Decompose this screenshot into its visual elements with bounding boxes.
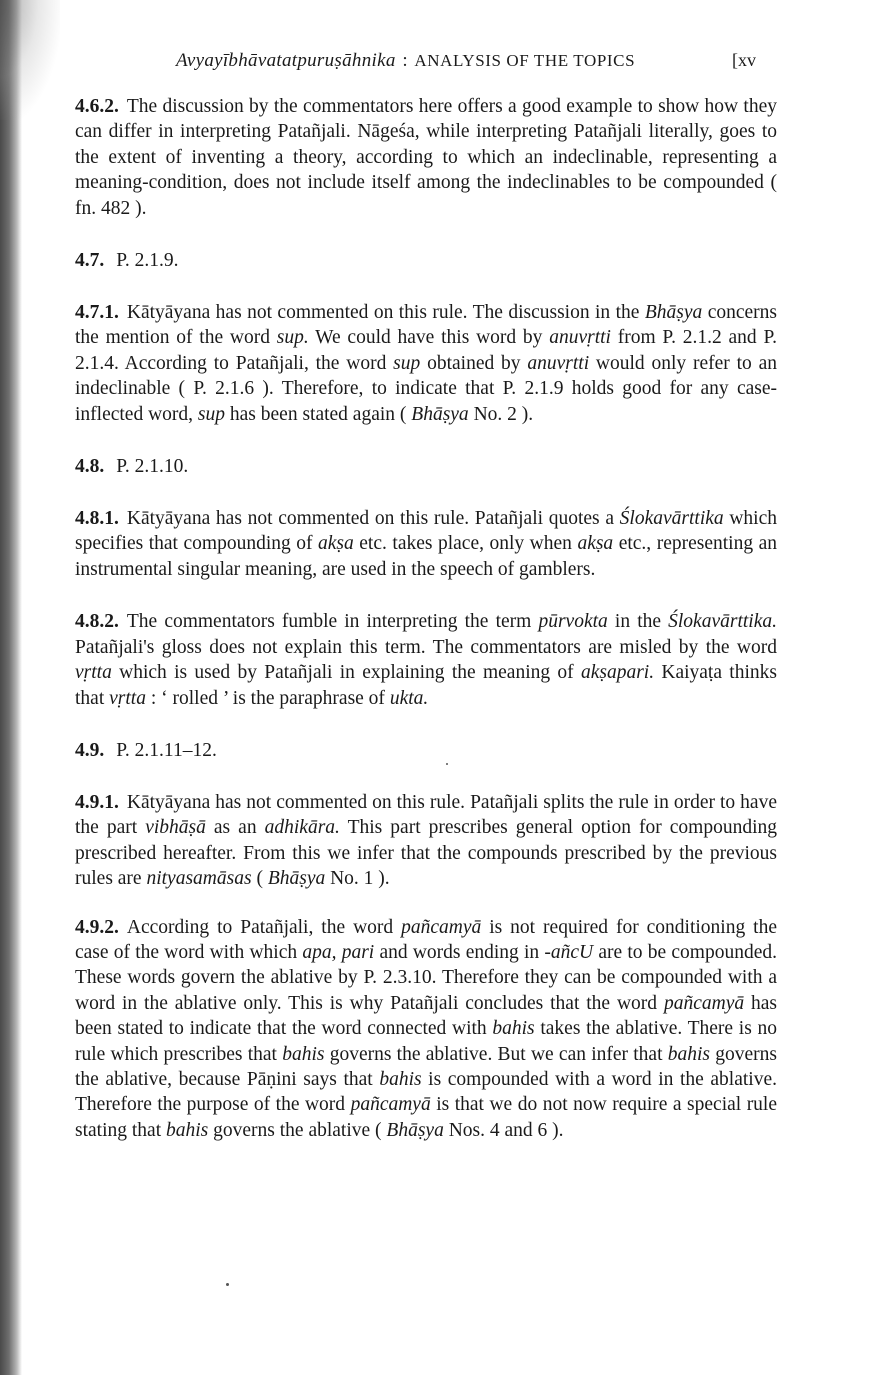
- text-run: which specifies that compounding of: [75, 508, 777, 555]
- italic-term: sup: [393, 352, 421, 374]
- italic-term: Ślokavārttika.: [668, 611, 777, 633]
- page-body: [75, 94, 777, 1143]
- italic-term: ukta.: [389, 687, 429, 709]
- section-number: 4.8.1.: [75, 508, 119, 530]
- text-run: takes the ablative. There is no rule which prescribes that: [75, 1018, 777, 1065]
- paragraph-text: [75, 508, 777, 580]
- section-number: 4.9.2.: [75, 916, 119, 938]
- running-header: [176, 50, 776, 76]
- text-run: The discussion by the commentators here offers a good example to show how they can differ in interpreting Patañjali. Nāgeśa, while interpreting Patañjali literally, goes to the extent of inventing a theory, according to which an indeclinable, representing a meaning-condition, does not include itself among the indeclinables to be compounded ( fn. 482 ).: [75, 96, 777, 219]
- text-run: is that we do not now require a special rule stating that: [75, 1094, 778, 1141]
- text-run: has been stated to indicate that the word connected with: [75, 992, 777, 1040]
- text-run: obtained by: [420, 352, 528, 374]
- running-title: Avyayībhāvatatpuruṣāhnika: [176, 50, 396, 71]
- section-heading-4-8: [75, 454, 777, 479]
- italic-term: Bhāṣya: [386, 1119, 444, 1141]
- running-section-title: ANALYSIS OF THE TOPICS: [414, 51, 636, 70]
- text-run: as an: [205, 817, 265, 839]
- text-run: concerns the mention of the word: [75, 302, 777, 349]
- text-run: Kātyāyana has not commented on this rule. Patañjali splits the rule in order to have the part: [75, 791, 777, 839]
- italic-term: vṛtta: [75, 662, 112, 684]
- text-run: Patañjali's gloss does not explain this term. The commentators are misled by the word: [75, 636, 777, 658]
- paragraph-4-8-2: [75, 609, 777, 711]
- italic-term: -añcU: [544, 941, 594, 963]
- italic-term: nityasamāsas: [146, 868, 252, 890]
- text-run: This part prescribes general option for compounding prescribed hereafter. From this we infer that the compounds prescribed by the previous rules are: [75, 817, 778, 890]
- rule-reference: P. 2.1.10.: [116, 456, 189, 478]
- italic-term: sup.: [276, 327, 309, 349]
- paragraph-text: [75, 96, 777, 219]
- text-run: and words ending in: [374, 941, 545, 963]
- paragraph-text: [75, 611, 777, 708]
- italic-term: anuvṛtti: [549, 327, 611, 349]
- text-run: Nos. 4 and 6 ).: [443, 1119, 564, 1141]
- italic-term: Bhāṣya: [267, 868, 326, 890]
- italic-term: bahis: [379, 1068, 422, 1090]
- text-run: According to Patañjali, the word: [126, 916, 402, 938]
- text-run: No. 2 ).: [468, 403, 534, 425]
- text-run: (: [251, 868, 268, 890]
- italic-term: pūrvokta: [538, 611, 608, 633]
- section-number: 4.8.: [75, 456, 105, 478]
- text-run: The commentators fumble in interpreting the term: [126, 611, 539, 633]
- italic-term: Bhāṣya: [411, 403, 469, 425]
- italic-term: pañcamyā: [663, 992, 745, 1014]
- paragraph-4-9-1: [75, 790, 777, 892]
- text-run: We could have this word by: [308, 327, 550, 349]
- italic-term: Bhāṣya: [644, 302, 703, 324]
- section-number: 4.7.1.: [75, 302, 119, 324]
- section-number: 4.6.2.: [75, 96, 119, 117]
- text-run: governs the ablative (: [208, 1119, 387, 1141]
- text-run: would only refer to an indeclinable ( P. 2.1.6 ). Therefore, to indicate that P. 2.1.9 holds good for any case-inflected word,: [75, 352, 777, 425]
- text-run: Kātyāyana has not commented on this rule. Patañjali quotes a: [126, 508, 620, 530]
- scan-binding-edge: [0, 0, 22, 1375]
- text-run: from P. 2.1.2 and P. 2.1.4. According to Patañjali, the word: [75, 327, 778, 374]
- italic-term: sup: [197, 403, 226, 425]
- text-run: Kaiyaṭa thinks that: [75, 662, 777, 709]
- text-run: are to be compounded. These words govern the ablative by P. 2.3.10. Therefore they can be compounded with a word in the ablative only. This is why Patañjali concludes that the word: [75, 941, 777, 1014]
- italic-term: Ślokavārttika: [619, 508, 724, 530]
- italic-term: akṣa: [577, 533, 614, 555]
- text-run: Kātyāyana has not commented on this rule. The discussion in the: [126, 302, 645, 324]
- section-number: 4.9.1.: [75, 791, 119, 813]
- text-run: is compounded with a word in the ablative. Therefore the purpose of the word: [75, 1068, 777, 1116]
- text-run: : ‘ rolled ’ is the paraphrase of: [145, 687, 390, 709]
- section-number: 4.8.2.: [75, 611, 119, 633]
- italic-term: bahis: [166, 1119, 209, 1141]
- italic-term: adhikāra.: [264, 817, 340, 839]
- text-run: is not required for conditioning the case of the word with which: [75, 916, 777, 963]
- rule-reference: P. 2.1.9.: [116, 250, 179, 272]
- scan-speck: [446, 763, 448, 765]
- rule-reference: P. 2.1.11–12.: [116, 739, 217, 761]
- scan-corner-shadow: [0, 0, 60, 120]
- text-run: governs the ablative. But we can infer that: [324, 1043, 668, 1065]
- section-heading-4-9: [75, 738, 777, 763]
- page-number: [xv: [732, 50, 756, 70]
- italic-term: pañcamyā: [350, 1094, 431, 1116]
- paragraph-text: [75, 917, 777, 1141]
- text-run: has been stated again (: [225, 403, 412, 425]
- section-number: 4.9.: [75, 739, 105, 761]
- paragraph-4-7-1: [75, 300, 777, 427]
- text-run: which is used by Patañjali in explaining the meaning of: [111, 662, 581, 684]
- text-run: governs the ablative, because Pāṇini says that: [75, 1043, 777, 1090]
- paragraph-text: [75, 302, 777, 425]
- scan-speck: [226, 1283, 229, 1286]
- section-heading-4-7: [75, 248, 777, 273]
- text-run: etc. takes place, only when: [353, 533, 578, 555]
- italic-term: vṛtta: [109, 687, 146, 709]
- italic-term: bahis: [282, 1043, 325, 1065]
- italic-term: vibhāṣā: [145, 817, 206, 839]
- italic-term: pañcamyā: [401, 916, 482, 938]
- paragraph-4-8-1: [75, 506, 777, 582]
- section-number: 4.7.: [75, 250, 105, 272]
- paragraph-4-6-2: [75, 94, 777, 221]
- running-separator: :: [402, 50, 408, 71]
- italic-term: akṣa: [318, 533, 354, 555]
- paragraph-4-9-2: [75, 915, 777, 1144]
- text-run: No. 1 ).: [325, 868, 390, 890]
- italic-term: bahis: [667, 1043, 711, 1065]
- italic-term: anuvṛtti: [527, 352, 590, 374]
- italic-term: apa, pari: [302, 941, 375, 963]
- text-run: in the: [607, 611, 669, 633]
- paragraph-text: [75, 792, 777, 889]
- italic-term: akṣapari.: [580, 662, 655, 684]
- italic-term: bahis: [492, 1018, 535, 1040]
- text-run: etc., representing an instrumental singular meaning, are used in the speech of gamblers.: [75, 533, 777, 580]
